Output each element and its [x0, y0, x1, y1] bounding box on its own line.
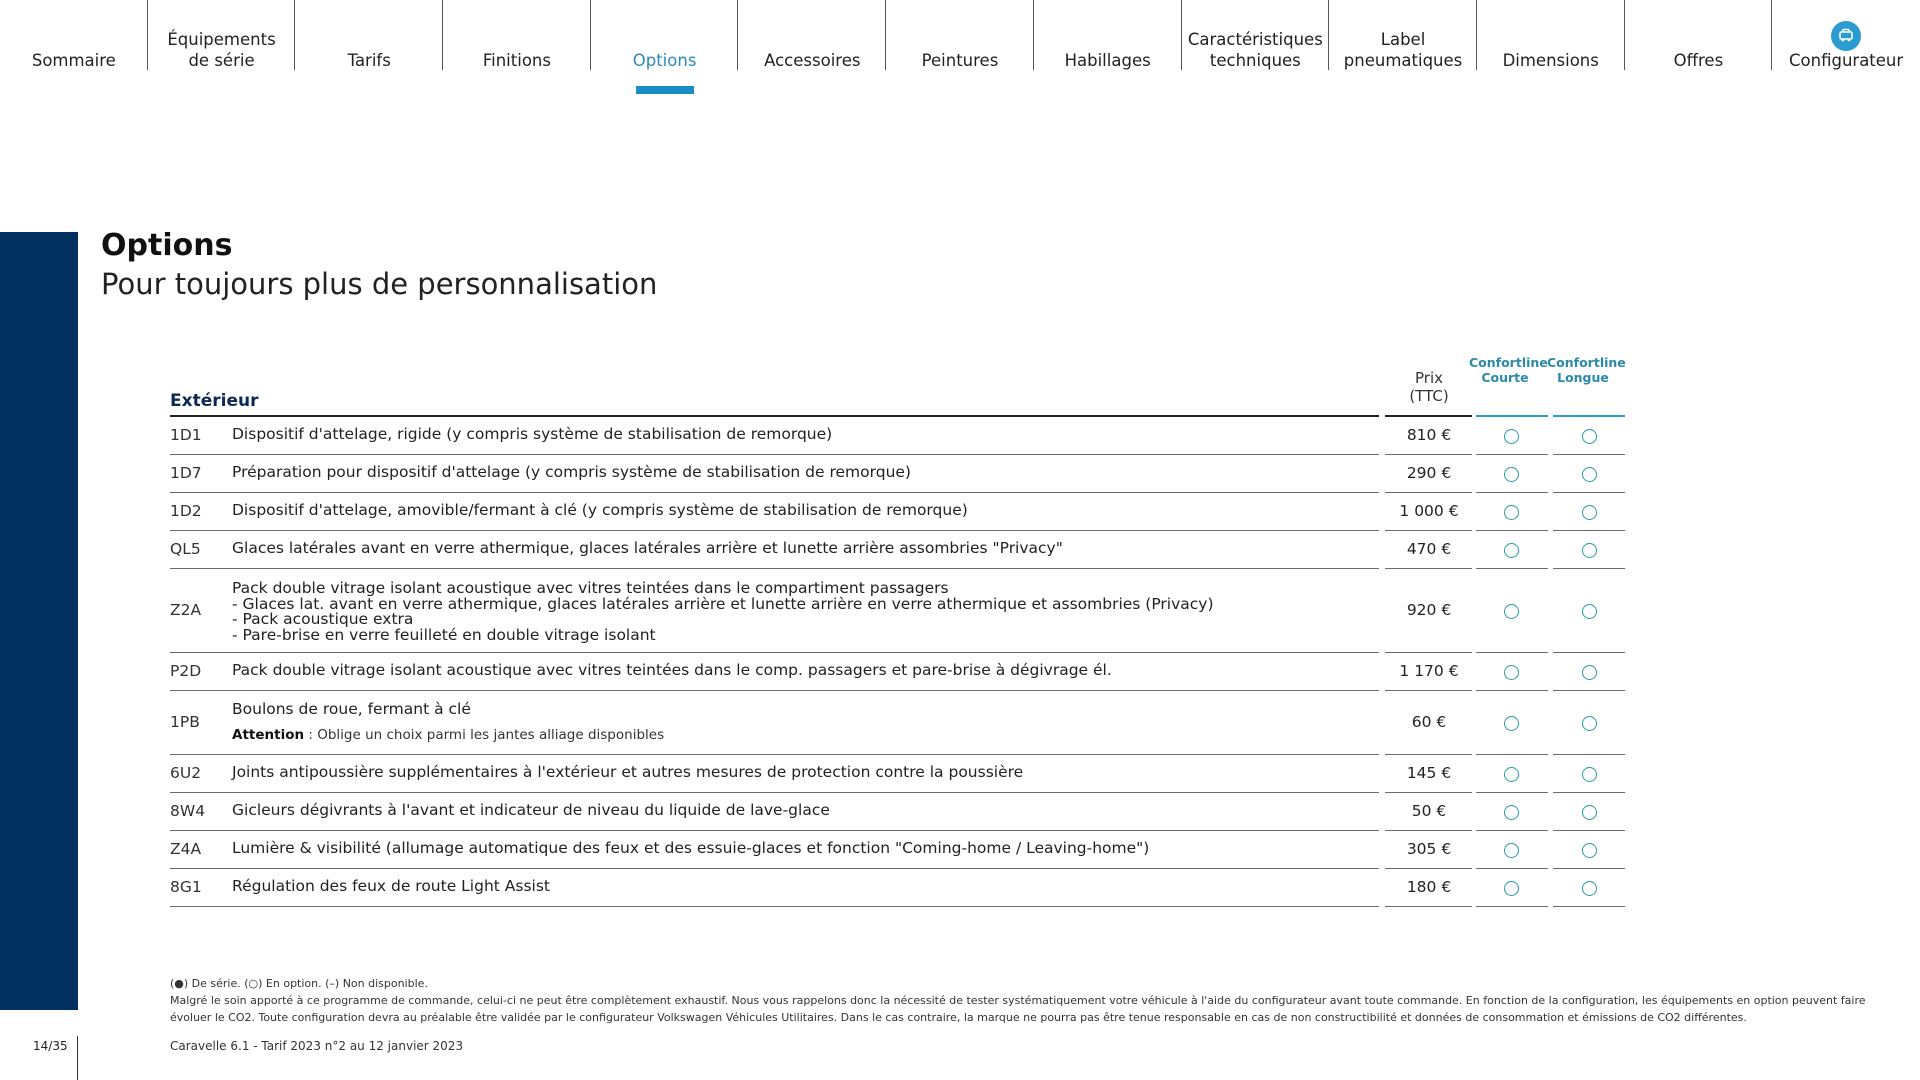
option-circle-courte-icon: [1504, 543, 1519, 558]
nav-item-equipements[interactable]: [148, 0, 296, 95]
nav-item-label[interactable]: [1329, 0, 1477, 95]
option-circle-longue-icon: [1582, 767, 1597, 782]
nav-item-label: Label pneumatiques: [1343, 30, 1463, 70]
nav-item-finitions[interactable]: [443, 0, 591, 95]
option-code: Z2A: [170, 601, 202, 619]
table-row: [0, 569, 1920, 653]
note-label: Attention: [232, 727, 305, 743]
option-price: 810 €: [1406, 426, 1452, 444]
option-code: 6U2: [170, 764, 202, 782]
nav-item-label: Accessoires: [764, 51, 861, 70]
note-text: : Oblige un choix parmi les jantes alliage disponibles: [304, 727, 665, 743]
nav-item-label: Habillages: [1064, 51, 1151, 70]
option-circle-longue-icon: [1582, 604, 1597, 619]
option-circle-courte-icon: [1504, 429, 1519, 444]
option-code: 8W4: [170, 802, 206, 820]
nav-item-label: Options: [632, 51, 697, 70]
nav-item-label: Offres: [1673, 51, 1724, 70]
row-divider: [1553, 906, 1625, 907]
option-price: 1 000 €: [1399, 502, 1459, 520]
option-code: Z4A: [170, 840, 202, 858]
option-note: [232, 727, 664, 743]
section-title: Extérieur: [170, 391, 259, 411]
option-circle-courte-icon: [1504, 805, 1519, 820]
option-circle-courte-icon: [1504, 467, 1519, 482]
option-price: 920 €: [1406, 601, 1452, 619]
nav-item-label: Dimensions: [1502, 51, 1599, 70]
table-row: [0, 831, 1920, 869]
table-row: [0, 417, 1920, 455]
option-description: Dispositif d'attelage, rigide (y compris système de stabilisation de remorque): [232, 425, 833, 443]
nav-item-label: Sommaire: [31, 51, 116, 70]
option-circle-courte-icon: [1504, 767, 1519, 782]
top-navigation: [0, 0, 1920, 95]
option-code: 1D1: [170, 426, 202, 444]
option-circle-courte-icon: [1504, 881, 1519, 896]
option-description: Joints antipoussière supplémentaires à l'extérieur et autres mesures de protection contre la poussière: [232, 763, 1024, 781]
option-description: Préparation pour dispositif d'attelage (y compris système de stabilisation de remorque): [232, 463, 911, 481]
option-circle-longue-icon: [1582, 429, 1597, 444]
table-row: [0, 653, 1920, 691]
car-configurator-icon: [1831, 21, 1861, 51]
nav-item-configurateur[interactable]: [1772, 0, 1920, 95]
confortline-courte-header: Confortline Courte: [1469, 355, 1548, 385]
option-circle-longue-icon: [1582, 805, 1597, 820]
option-circle-longue-icon: [1582, 881, 1597, 896]
option-price: 60 €: [1411, 713, 1447, 731]
table-row: [0, 793, 1920, 831]
nav-item-label: Finitions: [482, 51, 551, 70]
page-subtitle: Pour toujours plus de personnalisation: [101, 267, 658, 301]
row-divider: [1476, 906, 1548, 907]
option-price: 305 €: [1406, 840, 1452, 858]
option-description: Pack double vitrage isolant acoustique avec vitres teintées dans le comp. passagers et pare-brise à dégivrage él.: [232, 661, 1112, 679]
document-reference: Caravelle 6.1 - Tarif 2023 n°2 au 12 janvier 2023: [170, 1039, 464, 1053]
option-circle-courte-icon: [1504, 716, 1519, 731]
option-circle-courte-icon: [1504, 665, 1519, 680]
option-price: 180 €: [1406, 878, 1452, 896]
page-number: 14/35: [33, 1039, 68, 1053]
confortline-longue-header: Confortline Longue: [1547, 355, 1626, 385]
option-code: 1D2: [170, 502, 202, 520]
nav-item-label: Équipements de série: [167, 30, 276, 70]
page-title: Options: [101, 228, 233, 263]
nav-item-peintures[interactable]: [886, 0, 1034, 95]
disclaimer: Malgré le soin apporté à ce programme de commande, celui-ci ne peut être complètement exhaustif. Nous vous rappelons donc la nécessité de tester systématiquement votre véhicule à l'aide du configurateur avant toute commande. En fonction de la configuration, les équipements en option peuvent faire évoluer le CO2. Toute configuration devra au préalable être validée par le configurateur Volkswagen Véhicules Utilitaires. Dans le cas contraire, la marque ne pourra pas être tenue responsable en cas de non constructibilité et données de consommation et émissions de CO2 différentes.: [170, 994, 1866, 1024]
option-circle-longue-icon: [1582, 505, 1597, 520]
option-price: 470 €: [1406, 540, 1452, 558]
legend: (●) De série. (○) En option. (–) Non disponible.: [170, 977, 428, 990]
row-divider: [170, 906, 1379, 907]
option-price: 1 170 €: [1399, 662, 1459, 680]
option-circle-courte-icon: [1504, 604, 1519, 619]
option-description: Régulation des feux de route Light Assist: [232, 877, 550, 895]
table-row: [0, 455, 1920, 493]
option-description: Gicleurs dégivrants à l'avant et indicateur de niveau du liquide de lave-glace: [232, 801, 830, 819]
nav-item-label: Tarifs: [347, 51, 391, 70]
option-price: 145 €: [1406, 764, 1452, 782]
option-description: Glaces latérales avant en verre athermique, glaces latérales arrière et lunette arrière assombries "Privacy": [232, 539, 1063, 557]
table-row: [0, 531, 1920, 569]
option-description-text: Boulons de roue, fermant à clé: [232, 700, 471, 718]
nav-item-label: Configurateur: [1789, 51, 1904, 70]
nav-item-habillages[interactable]: [1034, 0, 1182, 95]
option-code: P2D: [170, 662, 202, 680]
option-code: 1PB: [170, 713, 200, 731]
nav-item-options[interactable]: [591, 0, 739, 95]
table-row: [0, 869, 1920, 907]
option-description: Pack double vitrage isolant acoustique avec vitres teintées dans le compartiment passagers - Glaces lat. avant en verre athermique, glaces latérales arrière et lunette arrière en verre athermique et assombries (Privacy) - Pack acoustique extra - Pare-brise en verre feuilleté en double vitrage isolant: [232, 579, 1214, 644]
row-divider: [1385, 906, 1472, 907]
option-code: QL5: [170, 540, 201, 558]
option-circle-longue-icon: [1582, 543, 1597, 558]
price-header: Prix (TTC): [1409, 369, 1449, 405]
active-tab-indicator: [636, 86, 694, 94]
option-circle-courte-icon: [1504, 843, 1519, 858]
table-row: [0, 691, 1920, 755]
option-price: 290 €: [1406, 464, 1452, 482]
option-description: [232, 701, 664, 743]
option-circle-longue-icon: [1582, 467, 1597, 482]
nav-item-offres[interactable]: [1625, 0, 1773, 95]
option-circle-longue-icon: [1582, 665, 1597, 680]
nav-item-sommaire[interactable]: [0, 0, 148, 95]
option-price: 50 €: [1411, 802, 1447, 820]
option-description: Lumière & visibilité (allumage automatique des feux et des essuie-glaces et fonction "Coming-home / Leaving-home"): [232, 839, 1150, 857]
option-circle-longue-icon: [1582, 716, 1597, 731]
nav-item-dimensions[interactable]: [1477, 0, 1625, 95]
nav-item-label: Peintures: [921, 51, 999, 70]
option-circle-courte-icon: [1504, 505, 1519, 520]
table-row: [0, 493, 1920, 531]
option-code: 1D7: [170, 464, 202, 482]
nav-item-caracteristiques[interactable]: [1182, 0, 1330, 95]
page-separator: [77, 1036, 78, 1080]
nav-item-accessoires[interactable]: [738, 0, 886, 95]
option-circle-longue-icon: [1582, 843, 1597, 858]
option-code: 8G1: [170, 878, 202, 896]
option-description: Dispositif d'attelage, amovible/fermant à clé (y compris système de stabilisation de remorque): [232, 501, 968, 519]
nav-item-tarifs[interactable]: [295, 0, 443, 95]
footer-notes: [170, 975, 1870, 1026]
nav-item-label: Caractéristiques techniques: [1187, 30, 1323, 70]
table-row: [0, 755, 1920, 793]
